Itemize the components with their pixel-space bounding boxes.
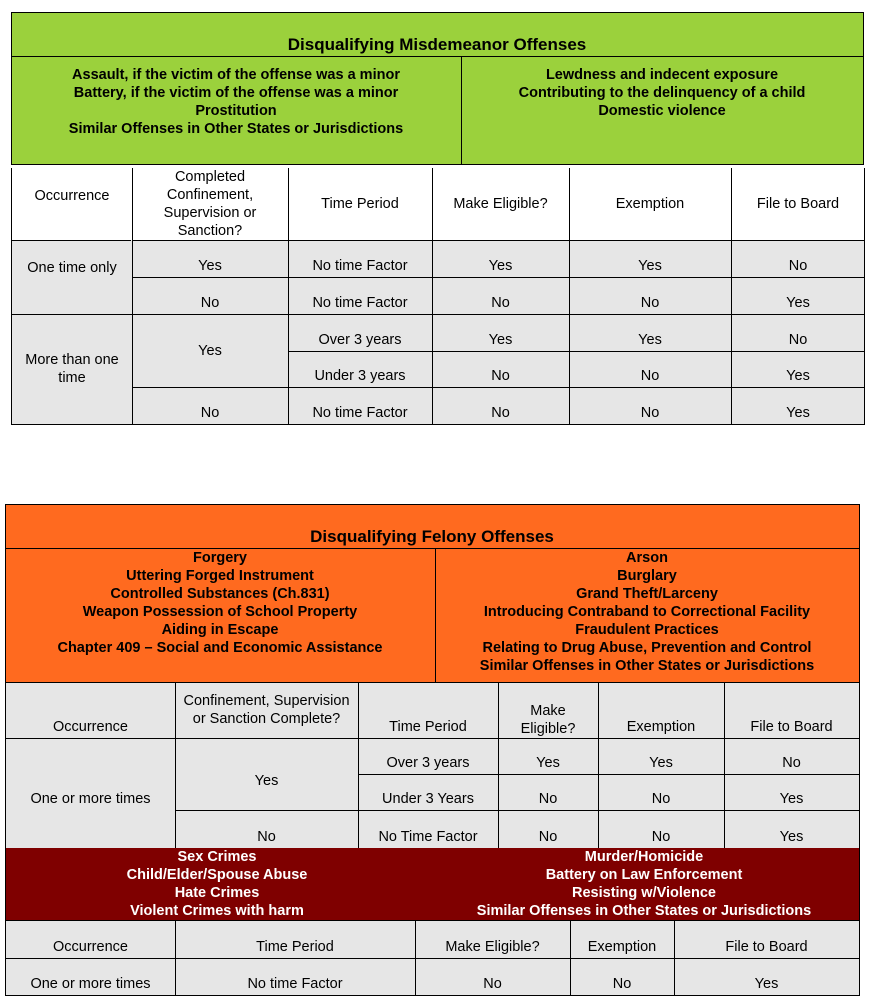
offense: Assault, if the victim of the offense was a minor: [72, 67, 400, 83]
table-cell: Yes: [598, 738, 724, 774]
offense: Murder/Homicide: [584, 849, 704, 865]
table-cell: Under 3 years: [288, 351, 432, 387]
offense: Battery on Law Enforcement: [545, 867, 743, 883]
table-cell: Yes: [432, 314, 569, 351]
table-cell: No: [432, 351, 569, 387]
offense: Arson: [626, 550, 668, 566]
occurrence-cell: More than one time: [12, 314, 132, 424]
offense: Uttering Forged Instrument: [126, 568, 314, 584]
table-cell: Yes: [731, 277, 865, 314]
table-cell: Yes: [432, 240, 569, 277]
offense: Similar Offenses in Other States or Jurisdictions: [479, 658, 815, 674]
offense: Grand Theft/Larceny: [576, 586, 718, 602]
table-cell: Yes: [569, 240, 731, 277]
header-file-to-board: File to Board: [674, 920, 859, 958]
table-cell: Yes: [132, 240, 288, 277]
table-cell: Yes: [724, 774, 859, 810]
felony-title: Disqualifying Felony Offenses: [310, 527, 554, 546]
table-cell: No time Factor: [288, 240, 432, 277]
header-completed: Confinement, Supervision or Sanction Complete?: [175, 682, 358, 738]
offense: Domestic violence: [598, 103, 726, 119]
table-cell: No: [570, 958, 674, 995]
offense: Similar Offenses in Other States or Jurisdictions: [68, 121, 404, 137]
table-cell: Under 3 Years: [358, 774, 498, 810]
table-cell: No time Factor: [288, 387, 432, 424]
misdemeanor-title: Disqualifying Misdemeanor Offenses: [11, 12, 863, 56]
offense: Relating to Drug Abuse, Prevention and Control: [482, 640, 812, 656]
offense: Lewdness and indecent exposure: [545, 67, 779, 83]
occurrence-cell: One or more times: [6, 738, 175, 848]
table-cell: No: [432, 387, 569, 424]
table-cell: No: [569, 351, 731, 387]
table-cell: Yes: [569, 314, 731, 351]
table-cell: No: [498, 774, 598, 810]
header-exemption: Exemption: [569, 168, 731, 240]
table-cell: No: [569, 387, 731, 424]
table-cell: Yes: [731, 387, 865, 424]
misdemeanor-offenses-right: [461, 66, 863, 138]
header-time-period: Time Period: [288, 168, 432, 240]
table-cell: No: [724, 738, 859, 774]
table-cell: No time Factor: [175, 958, 415, 995]
table-cell: No time Factor: [288, 277, 432, 314]
header-make-eligible: Make Eligible?: [498, 682, 598, 738]
offense: Fraudulent Practices: [575, 622, 719, 638]
offense: Forgery: [193, 550, 247, 566]
header-make-eligible: Make Eligible?: [432, 168, 569, 240]
table-cell: Yes: [175, 738, 358, 810]
header-file-to-board: File to Board: [724, 682, 859, 738]
header-file-to-board: File to Board: [731, 168, 865, 240]
offense: Similar Offenses in Other States or Jurisdictions: [476, 903, 812, 919]
header-time-period: Time Period: [358, 682, 498, 738]
table-cell: No: [498, 810, 598, 848]
occurrence-cell: One time only: [12, 240, 132, 314]
offense: Violent Crimes with harm: [130, 903, 304, 919]
misdemeanor-offenses-left: [11, 66, 461, 156]
table-cell: Yes: [132, 314, 288, 387]
header-time-period: Time Period: [175, 920, 415, 958]
table-cell: No: [731, 314, 865, 351]
offense: Prostitution: [195, 103, 277, 119]
table-cell: No: [175, 810, 358, 848]
violent-offenses-right: [429, 848, 859, 920]
table-cell: No Time Factor: [358, 810, 498, 848]
header-exemption: Exemption: [598, 682, 724, 738]
table-cell: Over 3 years: [358, 738, 498, 774]
felony-offenses-left: [5, 549, 435, 659]
table-cell: Yes: [498, 738, 598, 774]
table-cell: No: [569, 277, 731, 314]
table-cell: No: [415, 958, 570, 995]
felony-offenses-right: [435, 549, 859, 677]
offense: Aiding in Escape: [161, 622, 279, 638]
offense: Hate Crimes: [174, 885, 260, 901]
header-occurrence: Occurrence: [12, 168, 132, 240]
violent-offenses-left: [5, 848, 429, 920]
header-occurrence: Occurrence: [6, 920, 175, 958]
offense: Burglary: [617, 568, 677, 584]
table-cell: Yes: [724, 810, 859, 848]
table-cell: Yes: [674, 958, 859, 995]
header-occurrence: Occurrence: [6, 682, 175, 738]
header-completed: Completed Confinement, Supervision or Sanction?: [132, 168, 288, 240]
table-cell: No: [432, 277, 569, 314]
offense: Weapon Possession of School Property: [82, 604, 358, 620]
offense: Battery, if the victim of the offense was a minor: [73, 85, 399, 101]
offense: Introducing Contraband to Correctional Facility: [483, 604, 811, 620]
offense: Chapter 409 – Social and Economic Assistance: [57, 640, 383, 656]
table-cell: No: [598, 774, 724, 810]
header-exemption: Exemption: [570, 920, 674, 958]
offense: Child/Elder/Spouse Abuse: [126, 867, 308, 883]
table-cell: No: [731, 240, 865, 277]
offense: Controlled Substances (Ch.831): [110, 586, 330, 602]
header-make-eligible: Make Eligible?: [415, 920, 570, 958]
table-cell: No: [132, 277, 288, 314]
table-cell: No: [598, 810, 724, 848]
offense: Contributing to the delinquency of a child: [518, 85, 806, 101]
table-cell: No: [132, 387, 288, 424]
table-cell: Over 3 years: [288, 314, 432, 351]
occurrence-cell: One or more times: [6, 958, 175, 995]
offense: Resisting w/Violence: [572, 885, 716, 901]
offense: Sex Crimes: [177, 849, 257, 865]
table-cell: Yes: [731, 351, 865, 387]
